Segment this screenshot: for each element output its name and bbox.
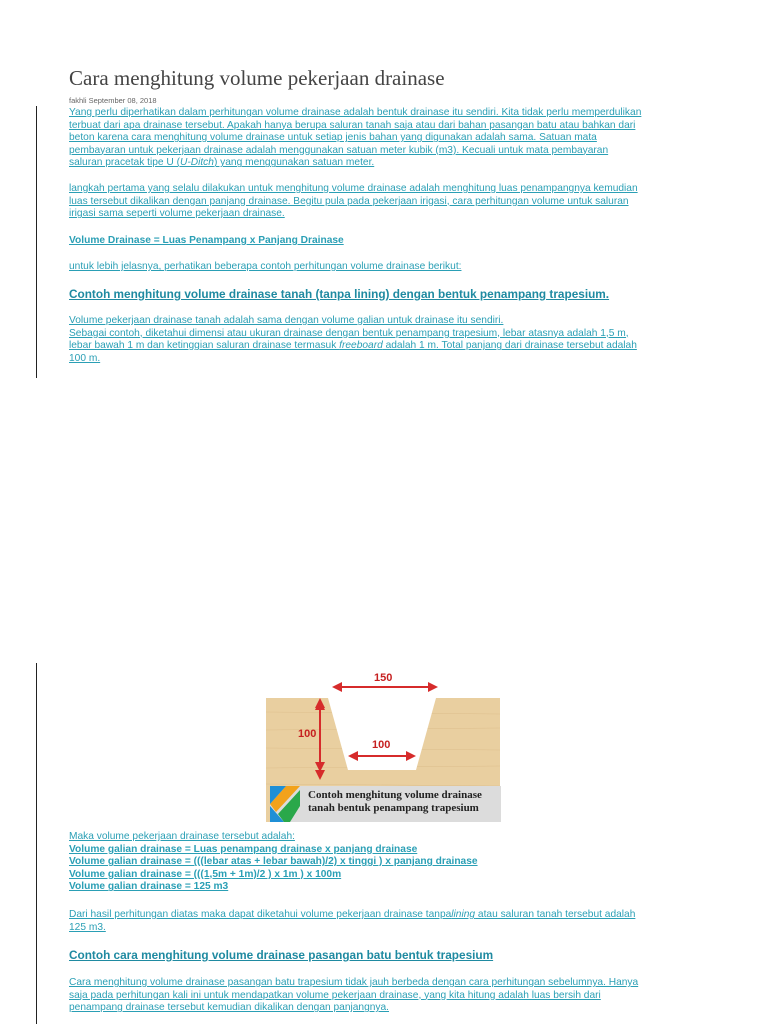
heading-1 [69,287,701,302]
bottom-width-label: 100 [372,739,391,751]
formula-text: Volume Drainase = Luas Penampang x Panjang Drainase [69,235,344,246]
lining-term: lining [451,909,476,920]
caption-line: tanah bentuk penampang trapesium [308,802,479,814]
example2-paragraph [69,977,701,1015]
calc-line: Volume galian drainase = (((lebar atas + lebar bawah)/2) x tinggi ) x panjang drainase [69,856,478,868]
height-annotation [312,698,328,772]
u-ditch-term: U-Ditch [179,157,214,169]
text-line[interactable]: pembayaran untuk pekerjaan drainase adalah menggunakan satuan meter kubik (m3). Kecuali untuk mata pembayaran [69,144,609,156]
article-meta: fakhli September 08, 2018 [69,96,157,105]
text-line[interactable]: langkah pertama yang selalu dilakukan untuk menghitung volume drainase adalah menghitung luas penampangnya kemudian [69,183,638,194]
brand-logo-icon [270,786,300,822]
text-line[interactable]: Sebagai contoh, diketahui dimensi atau ukuran drainase dengan bentuk penampang trapesium, lebar atasnya adalah 1,5 m, [69,327,629,339]
heading-2 [69,948,701,963]
height-label: 100 [298,728,317,740]
text-line[interactable]: untuk lebih jelasnya, perhatikan beberapa contoh perhitungan volume drainase berikut: [69,261,462,272]
formula [69,235,701,248]
section-heading[interactable]: Contoh cara menghitung volume drainase pasangan batu bentuk trapesium [69,948,494,962]
text-segment: adalah 1 m. Total panjang dari drainase tersebut adalah [382,340,637,352]
text-line[interactable]: 125 m3. [69,921,106,933]
text-line[interactable]: terbuat dari apa drainase tersebut. Apakah hanya berupa saluran tanah saja atau dari bahan pasangan batu atau bahkan dari [69,119,636,131]
text-line[interactable]: Cara menghitung volume drainase pasangan batu trapesium tidak jauh berbeda dengan cara perhitungan sebelumnya. Hanya [69,977,639,988]
text-line[interactable] [69,909,701,922]
section-heading[interactable]: Contoh menghitung volume drainase tanah (tanpa lining) dengan bentuk penampang trapesium. [69,287,610,301]
text-line[interactable]: Volume pekerjaan drainase tanah adalah sama dengan volume galian untuk drainase itu sendiri. [69,315,504,326]
calc-block [69,831,701,894]
intro-paragraph [69,107,701,170]
text-line[interactable]: penampang drainase tersebut kemudian dikalikan dengan panjangnya. [69,1002,390,1014]
text-line[interactable] [69,157,701,170]
text-line[interactable]: Maka volume pekerjaan drainase tersebut adalah: [69,831,295,842]
left-margin-rule-top [36,106,37,378]
calc-line: Volume galian drainase = (((1,5m + 1m)/2 ) x 1m ) x 100m [69,868,342,880]
text-line[interactable]: saja pada perhitungan kali ini untuk mendapatkan volume pekerjaan drainase, yang kita hitung adalah luas bersih dari [69,989,601,1001]
article-title: Cara menghitung volume pekerjaan drainase [69,66,445,90]
freeboard-term: freeboard [339,340,383,352]
text-line[interactable]: luas tersebut dikalikan dengan panjang drainase. Begitu pula pada pekerjaan irigasi, cara perhitungan volume untuk saluran [69,195,629,207]
calc-line: Volume galian drainase = 125 m3 [69,881,229,893]
top-width-annotation [330,668,440,698]
text-segment: atau saluran tanah tersebut adalah [475,909,636,920]
text-line[interactable]: beton karena cara menghitung volume drainase untuk setiap jenis bahan yang digunakan adalah sama. Satuan mata [69,132,597,144]
left-margin-rule-bottom [36,663,37,1024]
text-line[interactable] [69,340,701,353]
example1-paragraph [69,315,701,365]
text-line[interactable]: Yang perlu diperhatikan dalam perhitungan volume drainase adalah bentuk drainase itu sendiri. Kita tidak perlu memperdulikan [69,107,642,118]
top-width-label: 150 [374,672,393,684]
text-segment: Dari hasil perhitungan diatas maka dapat diketahui volume pekerjaan drainase tanpa [69,909,452,920]
text-segment: saluran pracetak tipe U ( [69,157,180,169]
result-paragraph [69,909,701,934]
text-segment: lebar bawah 1 m dan ketinggian saluran drainase termasuk [69,340,340,352]
calc-line: Volume galian drainase = Luas penampang drainase x panjang drainase [69,843,418,855]
text-line[interactable]: 100 m. [69,352,101,364]
text-line[interactable]: irigasi sama seperti volume pekerjaan drainase. [69,208,285,220]
text-segment: ) yang menggunakan satuan meter. [213,157,375,169]
example-intro [69,261,701,274]
figure-caption [308,789,482,815]
step1-paragraph [69,183,701,221]
caption-line: Contoh menghitung volume drainase [308,789,482,801]
